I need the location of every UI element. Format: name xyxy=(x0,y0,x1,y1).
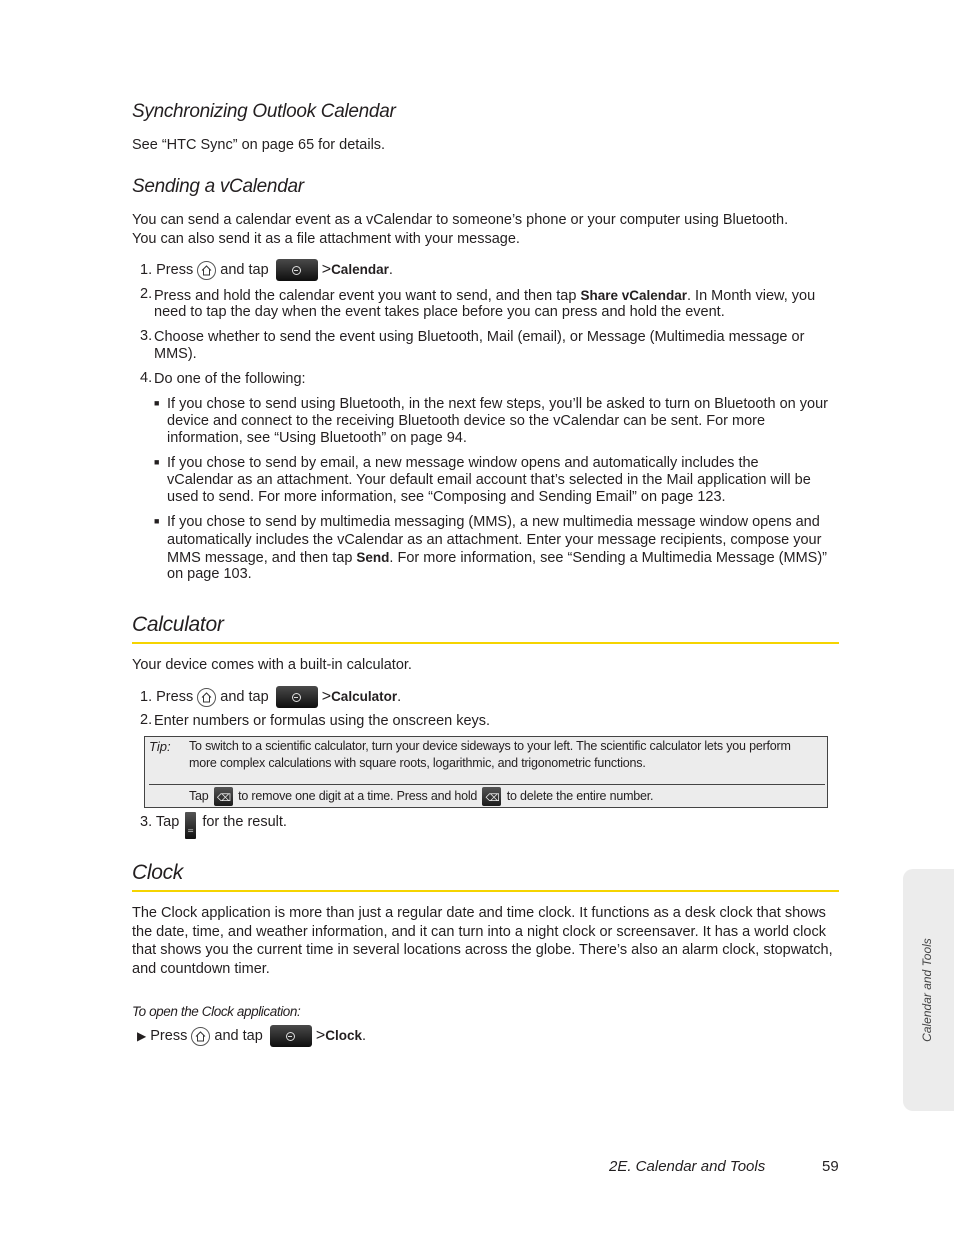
heading-rule xyxy=(132,642,839,644)
bullet-1-line2: device and connect to the receiving Bluetooth device so the vCalendar can be sent. For more xyxy=(167,413,766,429)
arrow-glyph: > xyxy=(321,688,332,705)
clock-para-line3: that shows you the current time in several locations across the globe. There’s also an alarm clock, stopwatch, xyxy=(132,942,833,958)
period: . xyxy=(361,1028,366,1044)
calculator-step-1 xyxy=(140,685,401,709)
calculator-step-3 xyxy=(140,812,287,840)
all-apps-icon xyxy=(276,686,318,708)
tip-label: Tip: xyxy=(149,739,171,754)
step-text: and tap xyxy=(220,262,269,278)
bullet-2-line3: used to send. For more information, see “Composing and Sending Email” on page 123. xyxy=(167,489,726,505)
vcal-step-2-line2: need to tap the day when the event takes place before you can press and hold the event. xyxy=(154,304,725,320)
target-app: Calendar xyxy=(331,262,389,277)
equals-icon xyxy=(185,812,196,839)
clock-para-line1: The Clock application is more than just a regular date and time clock. It functions as a desk clock that shows xyxy=(132,905,826,921)
share-vcalendar-label: Share vCalendar xyxy=(580,288,687,303)
tip-text: to delete the entire number. xyxy=(506,788,654,803)
bullet-1-line1: If you chose to send using Bluetooth, in the next few steps, you’ll be asked to turn on Bluetooth on your xyxy=(167,396,828,412)
section-heading-clock: Clock xyxy=(132,861,184,884)
step-text: Press xyxy=(150,1028,188,1044)
tip-text: to remove one digit at a time. Press and hold xyxy=(238,788,478,803)
bullet-3-line4: on page 103. xyxy=(167,566,252,582)
step-text: and tap xyxy=(220,689,269,705)
bullet-3-line1: If you chose to send by multimedia messaging (MMS), a new multimedia message window opens and xyxy=(167,514,820,530)
all-apps-icon xyxy=(276,259,318,281)
footer-section: 2E. Calendar and Tools xyxy=(609,1158,766,1175)
section-heading-vcalendar: Sending a vCalendar xyxy=(132,176,304,197)
target-app: Calculator xyxy=(331,689,398,704)
arrow-glyph: > xyxy=(321,261,332,278)
arrow-glyph: > xyxy=(315,1027,326,1044)
section-heading-sync: Synchronizing Outlook Calendar xyxy=(132,101,396,122)
bullet-3-line2: automatically includes the vCalendar as an attachment. Enter your message recipients, compose your xyxy=(167,532,822,548)
bullet-2-line1: If you chose to send by email, a new message window opens and automatically includes the xyxy=(167,455,759,471)
send-label: Send xyxy=(356,550,390,565)
tip-text: Tap xyxy=(189,788,209,803)
step-number: 3. xyxy=(140,814,153,830)
bullet-mark: ■ xyxy=(154,516,160,526)
period: . xyxy=(388,262,393,278)
clock-step xyxy=(137,1024,366,1048)
step-text: Press xyxy=(156,262,194,278)
bullet-text: MMS message, and then tap xyxy=(167,550,357,566)
delete-icon xyxy=(482,787,501,806)
vcal-intro-line1: You can send a calendar event as a vCalendar to someone’s phone or your computer using Bluetooth. xyxy=(132,212,789,228)
home-icon xyxy=(197,688,216,707)
target-app: Clock xyxy=(325,1028,362,1043)
tip-box xyxy=(144,736,828,808)
period: . xyxy=(397,689,402,705)
home-icon xyxy=(197,261,216,280)
tip-text: To switch to a scientific calculator, turn your device sideways to your left. The scientific calculator lets you perform more complex calculations with square roots, logarithmic, and trigonometric functions. xyxy=(189,739,791,770)
vcal-step-3-line2: MMS). xyxy=(154,346,197,362)
step-text: Press and hold the calendar event you want to send, and then tap xyxy=(154,288,581,304)
calculator-intro: Your device comes with a built-in calculator. xyxy=(132,657,412,673)
vcal-step-4: Do one of the following: xyxy=(154,371,306,387)
step-number: 2. xyxy=(140,712,153,728)
clock-para-line2: the date, time, and weather information, and it can turn into a night clock or screensaver. It has a world clock xyxy=(132,924,826,940)
step-number: 3. xyxy=(140,328,153,344)
side-tab xyxy=(903,869,954,1111)
side-tab-label: Calendar and Tools xyxy=(920,938,934,1042)
bullet-mark: ■ xyxy=(154,457,160,467)
step-text: . In Month view, you xyxy=(687,288,816,304)
step-number: 1. xyxy=(140,689,153,705)
heading-rule xyxy=(132,890,839,892)
tip-divider xyxy=(149,784,825,785)
step-text: for the result. xyxy=(202,814,287,830)
delete-icon xyxy=(214,787,233,806)
bullet-3-line3 xyxy=(167,548,827,568)
arrow-bullet-icon: ▶ xyxy=(137,1029,147,1043)
calculator-step-2: Enter numbers or formulas using the onscreen keys. xyxy=(154,713,491,729)
step-text: and tap xyxy=(214,1028,263,1044)
vcal-step-1 xyxy=(140,258,393,282)
bullet-1-line3: information, see “Using Bluetooth” on page 94. xyxy=(167,430,467,446)
step-number: 1. xyxy=(140,262,153,278)
page-number: 59 xyxy=(822,1158,839,1175)
sync-body: See “HTC Sync” on page 65 for details. xyxy=(132,137,386,153)
vcal-step-3-line1: Choose whether to send the event using Bluetooth, Mail (email), or Message (Multimedia message or xyxy=(154,329,805,345)
section-heading-calculator: Calculator xyxy=(132,613,224,636)
step-number: 2. xyxy=(140,286,153,302)
step-text: Tap xyxy=(155,814,180,830)
step-number: 4. xyxy=(140,370,153,386)
clock-subhead: To open the Clock application: xyxy=(132,1004,301,1019)
bullet-2-line2: vCalendar as an attachment. Your default email account that’s selected in the Mail application will be xyxy=(167,472,811,488)
clock-para-line4: and countdown timer. xyxy=(132,961,270,977)
bullet-text: . For more information, see “Sending a Multimedia Message (MMS)” xyxy=(389,550,827,566)
step-text: Press xyxy=(156,689,194,705)
home-icon xyxy=(191,1027,210,1046)
vcal-intro-line2: You can also send it as a file attachment with your message. xyxy=(132,231,520,247)
tip-row-2 xyxy=(189,787,653,806)
all-apps-icon xyxy=(270,1025,312,1047)
bullet-mark: ■ xyxy=(154,398,160,408)
